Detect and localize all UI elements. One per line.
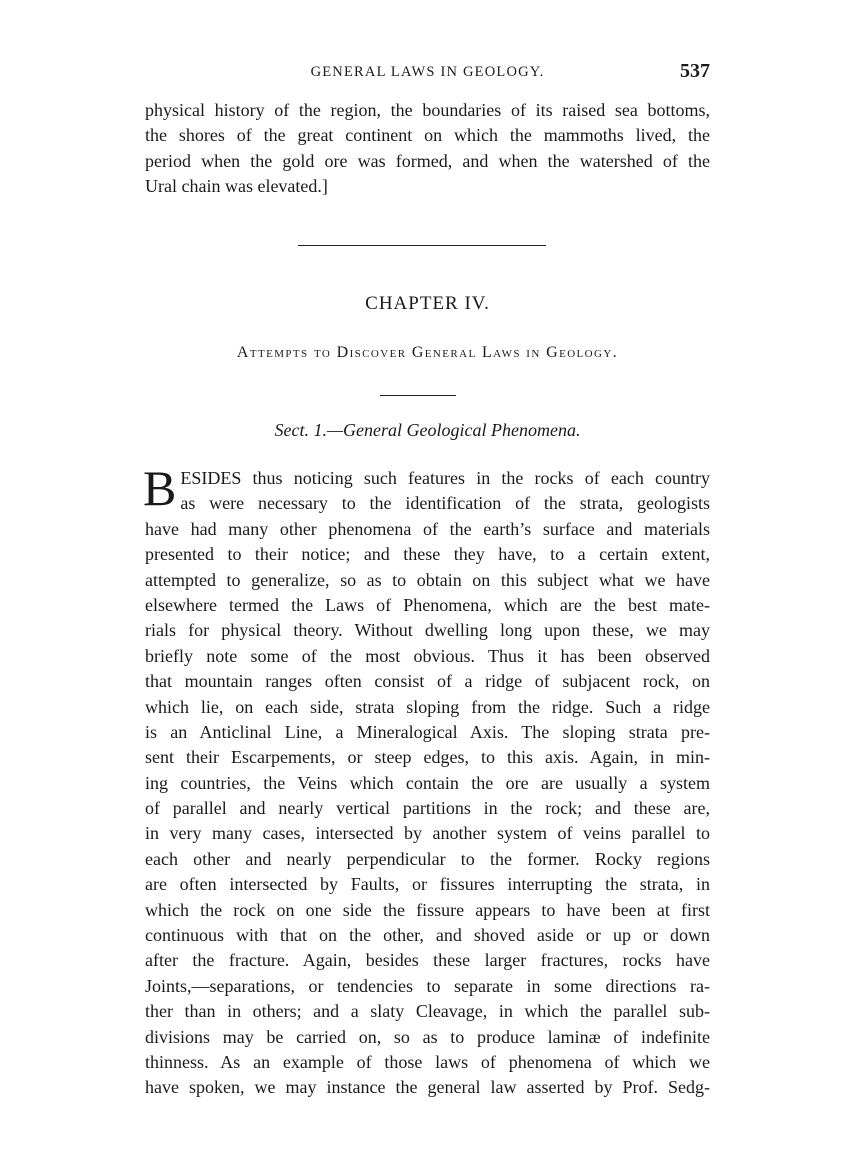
text-line: ther than in others; and a slaty Cleavage, in which the parallel sub- <box>145 1001 710 1022</box>
text-line: elsewhere termed the Laws of Phenomena, which are the best mate- <box>145 594 710 615</box>
text-line: presented to their notice; and these they have, to a certain extent, <box>145 544 710 565</box>
page-number: 537 <box>680 60 710 82</box>
text-line: Joints,—separations, or tendencies to separate in some directions ra- <box>145 975 710 996</box>
text-line: sent their Escarpements, or steep edges, to this axis. Again, in min- <box>145 747 710 768</box>
section-heading <box>145 420 710 441</box>
text-line: which lie, on each side, strata sloping from the ridge. Such a ridge <box>145 696 710 717</box>
chapter-divider <box>298 245 546 246</box>
body-paragraph <box>143 460 710 1101</box>
text-line: briefly note some of the most obvious. Thus it has been observed <box>145 645 710 666</box>
running-title: GENERAL LAWS IN GEOLOGY. <box>310 64 545 80</box>
section-label: Sect. 1.— <box>274 420 344 440</box>
text-line: which the rock on one side the fissure appears to have been at first <box>145 899 710 920</box>
chapter-subtitle: Attempts to Discover General Laws in Geology. <box>236 344 619 361</box>
drop-cap: B <box>143 460 177 516</box>
text-line: are often intersected by Faults, or fissures interrupting the strata, in <box>145 874 710 895</box>
short-divider <box>380 395 456 396</box>
text-line: continuous with that on the other, and shoved aside or up or down <box>145 925 710 946</box>
text-line: have spoken, we may instance the general law asserted by Prof. Sedg- <box>145 1077 710 1098</box>
text-line: thinness. As an example of those laws of phenomena of which we <box>145 1051 710 1072</box>
text-line: ESIDES thus noticing such features in the rocks of each country <box>180 468 710 488</box>
text-line: physical history of the region, the boundaries of its raised sea bottoms, <box>145 100 710 120</box>
text-line: divisions may be carried on, so as to produce laminæ of indefinite <box>145 1026 710 1047</box>
text-line: rials for physical theory. Without dwelling long upon these, we may <box>145 620 710 641</box>
text-line: the shores of the great continent on which the mammoths lived, the <box>145 125 710 146</box>
text-line: each other and nearly perpendicular to the former. Rocky regions <box>145 848 710 869</box>
page-header <box>145 60 710 86</box>
text-line: Ural chain was elevated.] <box>145 176 328 197</box>
text-line: of parallel and nearly vertical partitions in the rock; and these are, <box>145 798 710 819</box>
text-line: period when the gold ore was formed, and when the watershed of the <box>145 150 710 171</box>
section-title: General Geological Phenomena. <box>343 420 581 440</box>
text-line: attempted to generalize, so as to obtain on this subject what we have <box>145 569 710 590</box>
text-line: have had many other phenomena of the earth’s surface and materials <box>145 518 710 539</box>
chapter-title: CHAPTER IV. <box>365 293 490 314</box>
text-line: is an Anticlinal Line, a Mineralogical Axis. The sloping strata pre- <box>145 721 710 742</box>
text-line: after the fracture. Again, besides these larger fractures, rocks have <box>145 950 710 971</box>
text-line: in very many cases, intersected by another system of veins parallel to <box>145 823 710 844</box>
text-line: as were necessary to the identification of the strata, geologists <box>180 493 710 514</box>
text-line: that mountain ranges often consist of a ridge of subjacent rock, on <box>145 671 710 692</box>
text-line: ing countries, the Veins which contain the ore are usually a system <box>145 772 710 793</box>
continuation-paragraph <box>145 98 710 200</box>
